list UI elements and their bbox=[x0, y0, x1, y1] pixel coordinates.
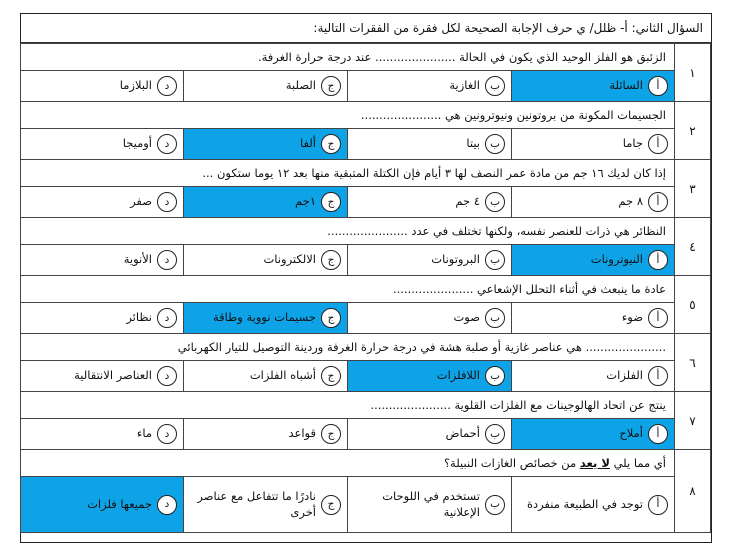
option-2[interactable] bbox=[348, 303, 512, 334]
option-content bbox=[354, 366, 505, 386]
option-letter-circle[interactable]: أ bbox=[648, 134, 668, 154]
question-5-stem-row bbox=[20, 276, 710, 303]
option-4[interactable] bbox=[20, 187, 183, 218]
stem-text-before: أي مما يلي bbox=[609, 456, 666, 470]
option-text: أوميجا bbox=[122, 136, 152, 151]
option-4[interactable] bbox=[20, 477, 183, 533]
question-1-stem-row bbox=[20, 44, 710, 71]
question-stem: ينتج عن اتحاد الهالوجينات مع الفلزات القلوية ...................... bbox=[20, 392, 674, 419]
option-text: اللافلزات bbox=[436, 368, 480, 383]
question-stem: الزئبق هو الفلز الوحيد الذي يكون في الحالة ...................... عند درجة حرارة الغرفة. bbox=[20, 44, 674, 71]
option-text: بيتا bbox=[466, 136, 480, 151]
option-2[interactable] bbox=[348, 361, 512, 392]
question-2-options bbox=[20, 129, 710, 160]
option-letter-circle[interactable]: أ bbox=[648, 192, 668, 212]
option-letter-circle[interactable]: ب bbox=[485, 250, 505, 270]
option-content bbox=[518, 424, 668, 444]
option-text: ٨ جم bbox=[618, 194, 643, 209]
option-content bbox=[354, 250, 505, 270]
option-content bbox=[518, 366, 668, 386]
option-letter-circle[interactable]: أ bbox=[648, 495, 668, 515]
option-text: نظائر bbox=[126, 310, 152, 325]
option-text: صفر bbox=[130, 194, 152, 209]
option-content bbox=[27, 366, 177, 386]
option-content bbox=[190, 192, 341, 212]
option-letter-circle[interactable]: أ bbox=[648, 76, 668, 96]
option-content bbox=[354, 134, 505, 154]
question-number: ٨ bbox=[675, 450, 711, 533]
question-1-options bbox=[20, 71, 710, 102]
option-content bbox=[354, 192, 505, 212]
question-4-options bbox=[20, 245, 710, 276]
option-letter-circle[interactable]: ج bbox=[321, 76, 341, 96]
option-letter-circle[interactable]: د bbox=[157, 76, 177, 96]
option-4[interactable] bbox=[20, 71, 183, 102]
option-4[interactable] bbox=[20, 419, 183, 450]
option-letter-circle[interactable]: د bbox=[157, 308, 177, 328]
option-content bbox=[518, 192, 668, 212]
option-text: السائلة bbox=[609, 78, 643, 93]
option-content bbox=[190, 489, 341, 520]
option-letter-circle[interactable]: د bbox=[157, 192, 177, 212]
option-text: جسيمات نووية وطاقة bbox=[212, 310, 316, 325]
exam-sheet bbox=[20, 13, 712, 543]
option-content bbox=[27, 250, 177, 270]
option-letter-circle[interactable]: أ bbox=[648, 424, 668, 444]
question-header bbox=[21, 14, 711, 43]
option-text: تستخدم في اللوحات الإعلانية bbox=[382, 488, 480, 519]
option-2[interactable] bbox=[348, 477, 512, 533]
option-text: البلازما bbox=[119, 78, 152, 93]
option-text: البروتونات bbox=[431, 252, 480, 267]
option-letter-circle[interactable]: ج bbox=[321, 250, 341, 270]
option-letter-circle[interactable]: أ bbox=[648, 308, 668, 328]
option-1[interactable] bbox=[512, 419, 675, 450]
option-2[interactable] bbox=[348, 419, 512, 450]
option-3[interactable] bbox=[184, 477, 348, 533]
option-text: قواعد bbox=[288, 426, 316, 441]
option-1[interactable] bbox=[512, 187, 675, 218]
option-letter-circle[interactable]: ب bbox=[485, 308, 505, 328]
option-4[interactable] bbox=[20, 129, 183, 160]
option-content bbox=[354, 489, 505, 520]
option-content bbox=[518, 250, 668, 270]
option-text: العناصر الانتقالية bbox=[74, 368, 152, 383]
option-content bbox=[190, 76, 341, 96]
question-number: ٣ bbox=[675, 160, 711, 218]
option-text: الأنوية bbox=[123, 252, 152, 267]
option-content bbox=[518, 134, 668, 154]
option-text: صوت bbox=[453, 310, 480, 325]
option-text: ضوء bbox=[621, 310, 643, 325]
option-3[interactable] bbox=[184, 129, 348, 160]
question-7-stem-row bbox=[20, 392, 710, 419]
option-3[interactable] bbox=[184, 245, 348, 276]
option-letter-circle[interactable]: د bbox=[157, 134, 177, 154]
stem-text-after: من خصائص الغازات النبيلة؟ bbox=[443, 456, 580, 470]
option-content bbox=[190, 134, 341, 154]
option-content bbox=[190, 308, 341, 328]
option-letter-circle[interactable]: ج bbox=[321, 495, 341, 515]
option-1[interactable] bbox=[512, 245, 675, 276]
option-1[interactable] bbox=[512, 129, 675, 160]
option-content bbox=[518, 495, 668, 515]
option-text: ألفا bbox=[299, 136, 316, 151]
question-stem: النظائر هي ذرات للعنصر نفسه، ولكنها تختلف في عدد ...................... bbox=[20, 218, 674, 245]
option-letter-circle[interactable]: د bbox=[157, 250, 177, 270]
option-3[interactable] bbox=[184, 419, 348, 450]
question-number: ٧ bbox=[675, 392, 711, 450]
option-3[interactable] bbox=[184, 303, 348, 334]
option-letter-circle[interactable]: ب bbox=[485, 424, 505, 444]
option-letter-circle[interactable]: أ bbox=[648, 250, 668, 270]
option-4[interactable] bbox=[20, 245, 183, 276]
question-number: ٤ bbox=[675, 218, 711, 276]
option-text: الصلبة bbox=[285, 78, 316, 93]
question-title: السؤال الثاني: أ- ظلل/ ي حرف الإجابة الصحيحة لكل فقرة من الفقرات التالية: bbox=[313, 21, 703, 35]
option-letter-circle[interactable]: أ bbox=[648, 366, 668, 386]
option-content bbox=[190, 424, 341, 444]
option-text: الالكترونات bbox=[263, 252, 316, 267]
question-7-options bbox=[20, 419, 710, 450]
question-number: ٦ bbox=[675, 334, 711, 392]
option-text: أحماض bbox=[445, 426, 480, 441]
option-letter-circle[interactable]: ب bbox=[485, 366, 505, 386]
question-stem: إذا كان لديك ١٦ جم من مادة عمر النصف لها ٣ أيام فإن الكتلة المتبقية منها بعد ١٢ يوما ستكون ... bbox=[20, 160, 674, 187]
option-4[interactable] bbox=[20, 361, 183, 392]
option-text: الغازية bbox=[449, 78, 480, 93]
option-content bbox=[27, 424, 177, 444]
option-content bbox=[27, 495, 177, 515]
question-stem: الجسيمات المكونة من بروتونين ونيوترونين هي ...................... bbox=[20, 102, 674, 129]
option-2[interactable] bbox=[348, 129, 512, 160]
option-text: ٤ جم bbox=[455, 194, 480, 209]
option-3[interactable] bbox=[184, 71, 348, 102]
question-8-options bbox=[20, 477, 710, 533]
option-content bbox=[27, 192, 177, 212]
option-content bbox=[518, 76, 668, 96]
option-content bbox=[354, 308, 505, 328]
option-3[interactable] bbox=[184, 187, 348, 218]
option-content bbox=[27, 308, 177, 328]
question-8-stem-row bbox=[20, 450, 710, 477]
question-3-options bbox=[20, 187, 710, 218]
stem-emphasis: لا يعد bbox=[579, 456, 610, 470]
option-letter-circle[interactable]: ج bbox=[321, 308, 341, 328]
question-4-stem-row bbox=[20, 218, 710, 245]
question-number: ٥ bbox=[675, 276, 711, 334]
option-2[interactable] bbox=[348, 71, 512, 102]
option-letter-circle[interactable]: ب bbox=[485, 76, 505, 96]
option-2[interactable] bbox=[348, 245, 512, 276]
option-text: نادرًا ما تتفاعل مع عناصر أخرى bbox=[197, 488, 316, 519]
option-letter-circle[interactable]: ج bbox=[321, 134, 341, 154]
option-content bbox=[354, 76, 505, 96]
option-content bbox=[354, 424, 505, 444]
option-1[interactable] bbox=[512, 71, 675, 102]
question-2-stem-row bbox=[20, 102, 710, 129]
question-stem: ...................... هي عناصر غازية أو صلبة هشة في درجة حرارة الغرفة وردينة التوصيل للتيار الكهربائي bbox=[20, 334, 674, 361]
question-number: ٢ bbox=[675, 102, 711, 160]
option-text: ١جم bbox=[295, 194, 316, 209]
question-stem bbox=[20, 450, 674, 477]
option-1[interactable] bbox=[512, 303, 675, 334]
question-5-options bbox=[20, 303, 710, 334]
option-text: النيوترونات bbox=[590, 252, 643, 267]
option-text: أشباه الفلزات bbox=[249, 368, 316, 383]
question-3-stem-row bbox=[20, 160, 710, 187]
option-4[interactable] bbox=[20, 303, 183, 334]
option-letter-circle[interactable]: د bbox=[157, 366, 177, 386]
option-letter-circle[interactable]: ج bbox=[321, 424, 341, 444]
option-content bbox=[190, 250, 341, 270]
question-6-stem-row bbox=[20, 334, 710, 361]
option-content bbox=[27, 76, 177, 96]
option-text: جاما bbox=[622, 136, 643, 151]
option-letter-circle[interactable]: ج bbox=[321, 366, 341, 386]
question-number: ١ bbox=[675, 44, 711, 102]
option-1[interactable] bbox=[512, 477, 675, 533]
questions-table bbox=[20, 43, 711, 533]
option-text: أملاح bbox=[619, 426, 643, 441]
option-letter-circle[interactable]: ج bbox=[321, 192, 341, 212]
option-letter-circle[interactable]: ب bbox=[485, 192, 505, 212]
option-text: جميعها فلزات bbox=[87, 496, 152, 511]
option-content bbox=[518, 308, 668, 328]
option-text: ماء bbox=[136, 426, 152, 441]
option-letter-circle[interactable]: ب bbox=[485, 495, 505, 515]
option-2[interactable] bbox=[348, 187, 512, 218]
option-letter-circle[interactable]: د bbox=[157, 424, 177, 444]
option-1[interactable] bbox=[512, 361, 675, 392]
option-3[interactable] bbox=[184, 361, 348, 392]
question-6-options bbox=[20, 361, 710, 392]
option-text: توجد في الطبيعة منفردة bbox=[526, 496, 643, 511]
option-content bbox=[190, 366, 341, 386]
option-letter-circle[interactable]: ب bbox=[485, 134, 505, 154]
option-letter-circle[interactable]: د bbox=[157, 495, 177, 515]
question-stem: عادة ما ينبعث في أثناء التحلل الإشعاعي ...................... bbox=[20, 276, 674, 303]
option-content bbox=[27, 134, 177, 154]
option-text: الفلزات bbox=[606, 368, 643, 383]
